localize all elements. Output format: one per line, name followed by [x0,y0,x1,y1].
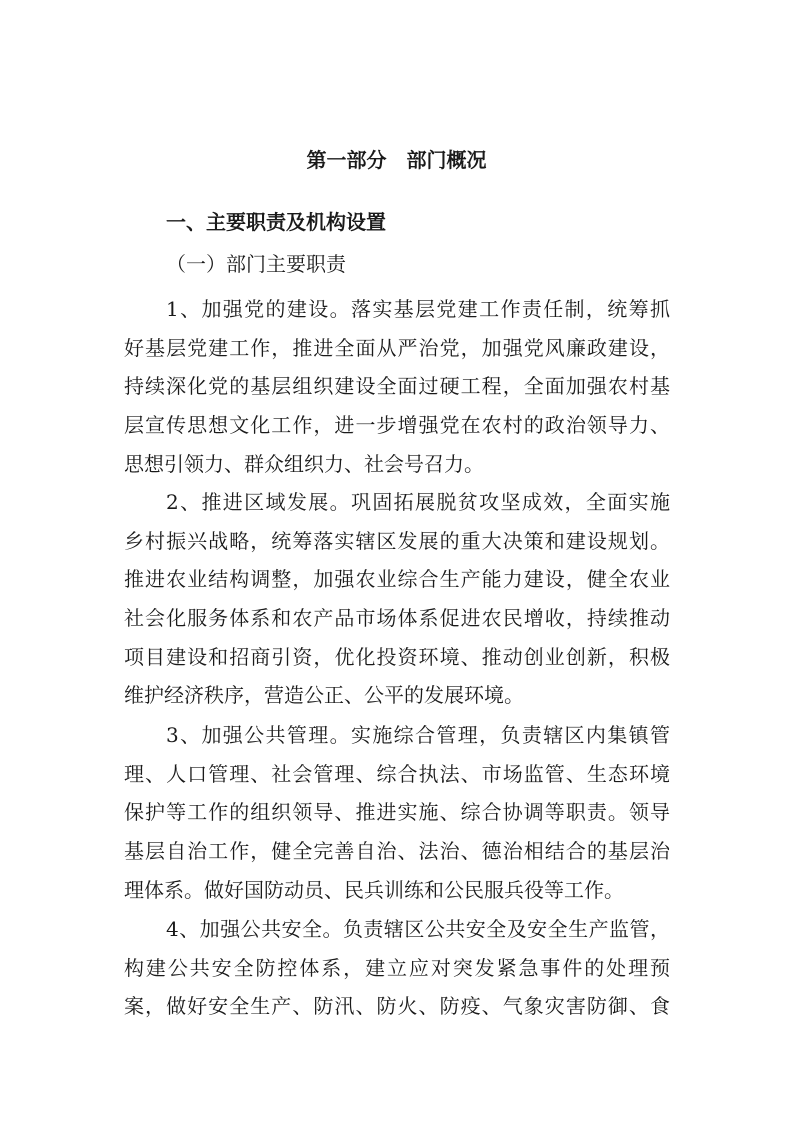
paragraph-line: 好基层党建工作，推进全面从严治党，加强党风廉政建设， [124,335,670,360]
paragraph-line: 2、推进区域发展。巩固拓展脱贫攻坚成效，全面实施 [166,490,670,514]
paragraph-line: 社会化服务体系和农产品市场体系促进农民增收，持续推动 [124,606,670,631]
paragraph-4 [124,910,670,1026]
paragraph-line: 保护等工作的组织领导、推进实施、综合协调等职责。领导 [124,800,670,825]
paragraph-line: 4、加强公共安全。负责辖区公共安全及安全生产监管， [166,917,670,941]
paragraph-line: 理、人口管理、社会管理、综合执法、市场监管、生态环境 [124,761,670,786]
paragraph-line: 乡村振兴战略，统筹落实辖区发展的重大决策和建设规划。 [124,528,670,553]
paragraph-line: 3、加强公共管理。实施综合管理，负责辖区内集镇管 [166,723,670,747]
paragraph-line: 层宣传思想文化工作，进一步增强党在农村的政治领导力、 [124,413,670,438]
paragraph-line: 维护经济秩序，营造公正、公平的发展环境。 [124,683,524,708]
paragraph-line: 案，做好安全生产、防汛、防火、防疫、气象灾害防御、食 [124,994,670,1019]
paragraph-line: 理体系。做好国防动员、民兵训练和公民服兵役等工作。 [124,877,624,902]
paragraph-line: 构建公共安全防控体系，建立应对突发紧急事件的处理预 [124,955,670,980]
paragraph-line: 持续深化党的基层组织建设全面过硬工程，全面加强农村基 [124,374,670,399]
section-heading: 一、主要职责及机构设置 [166,210,386,234]
paragraph-2 [124,483,670,715]
paragraph-line: 思想引领力、群众组织力、社会号召力。 [124,451,484,476]
paragraph-1 [124,290,670,483]
paragraph-line: 基层自治工作，健全完善自治、法治、德治相结合的基层治 [124,839,670,864]
paragraph-3 [124,716,670,909]
paragraph-line: 1、加强党的建设。落实基层党建工作责任制，统筹抓 [166,297,670,321]
paragraph-line: 推进农业结构调整，加强农业综合生产能力建设，健全农业 [124,567,670,592]
paragraph-line: 项目建设和招商引资，优化投资环境、推动创业创新，积极 [124,644,670,669]
page-title: 第一部分 部门概况 [306,148,487,172]
subsection-heading: （一）部门主要职责 [166,252,346,276]
